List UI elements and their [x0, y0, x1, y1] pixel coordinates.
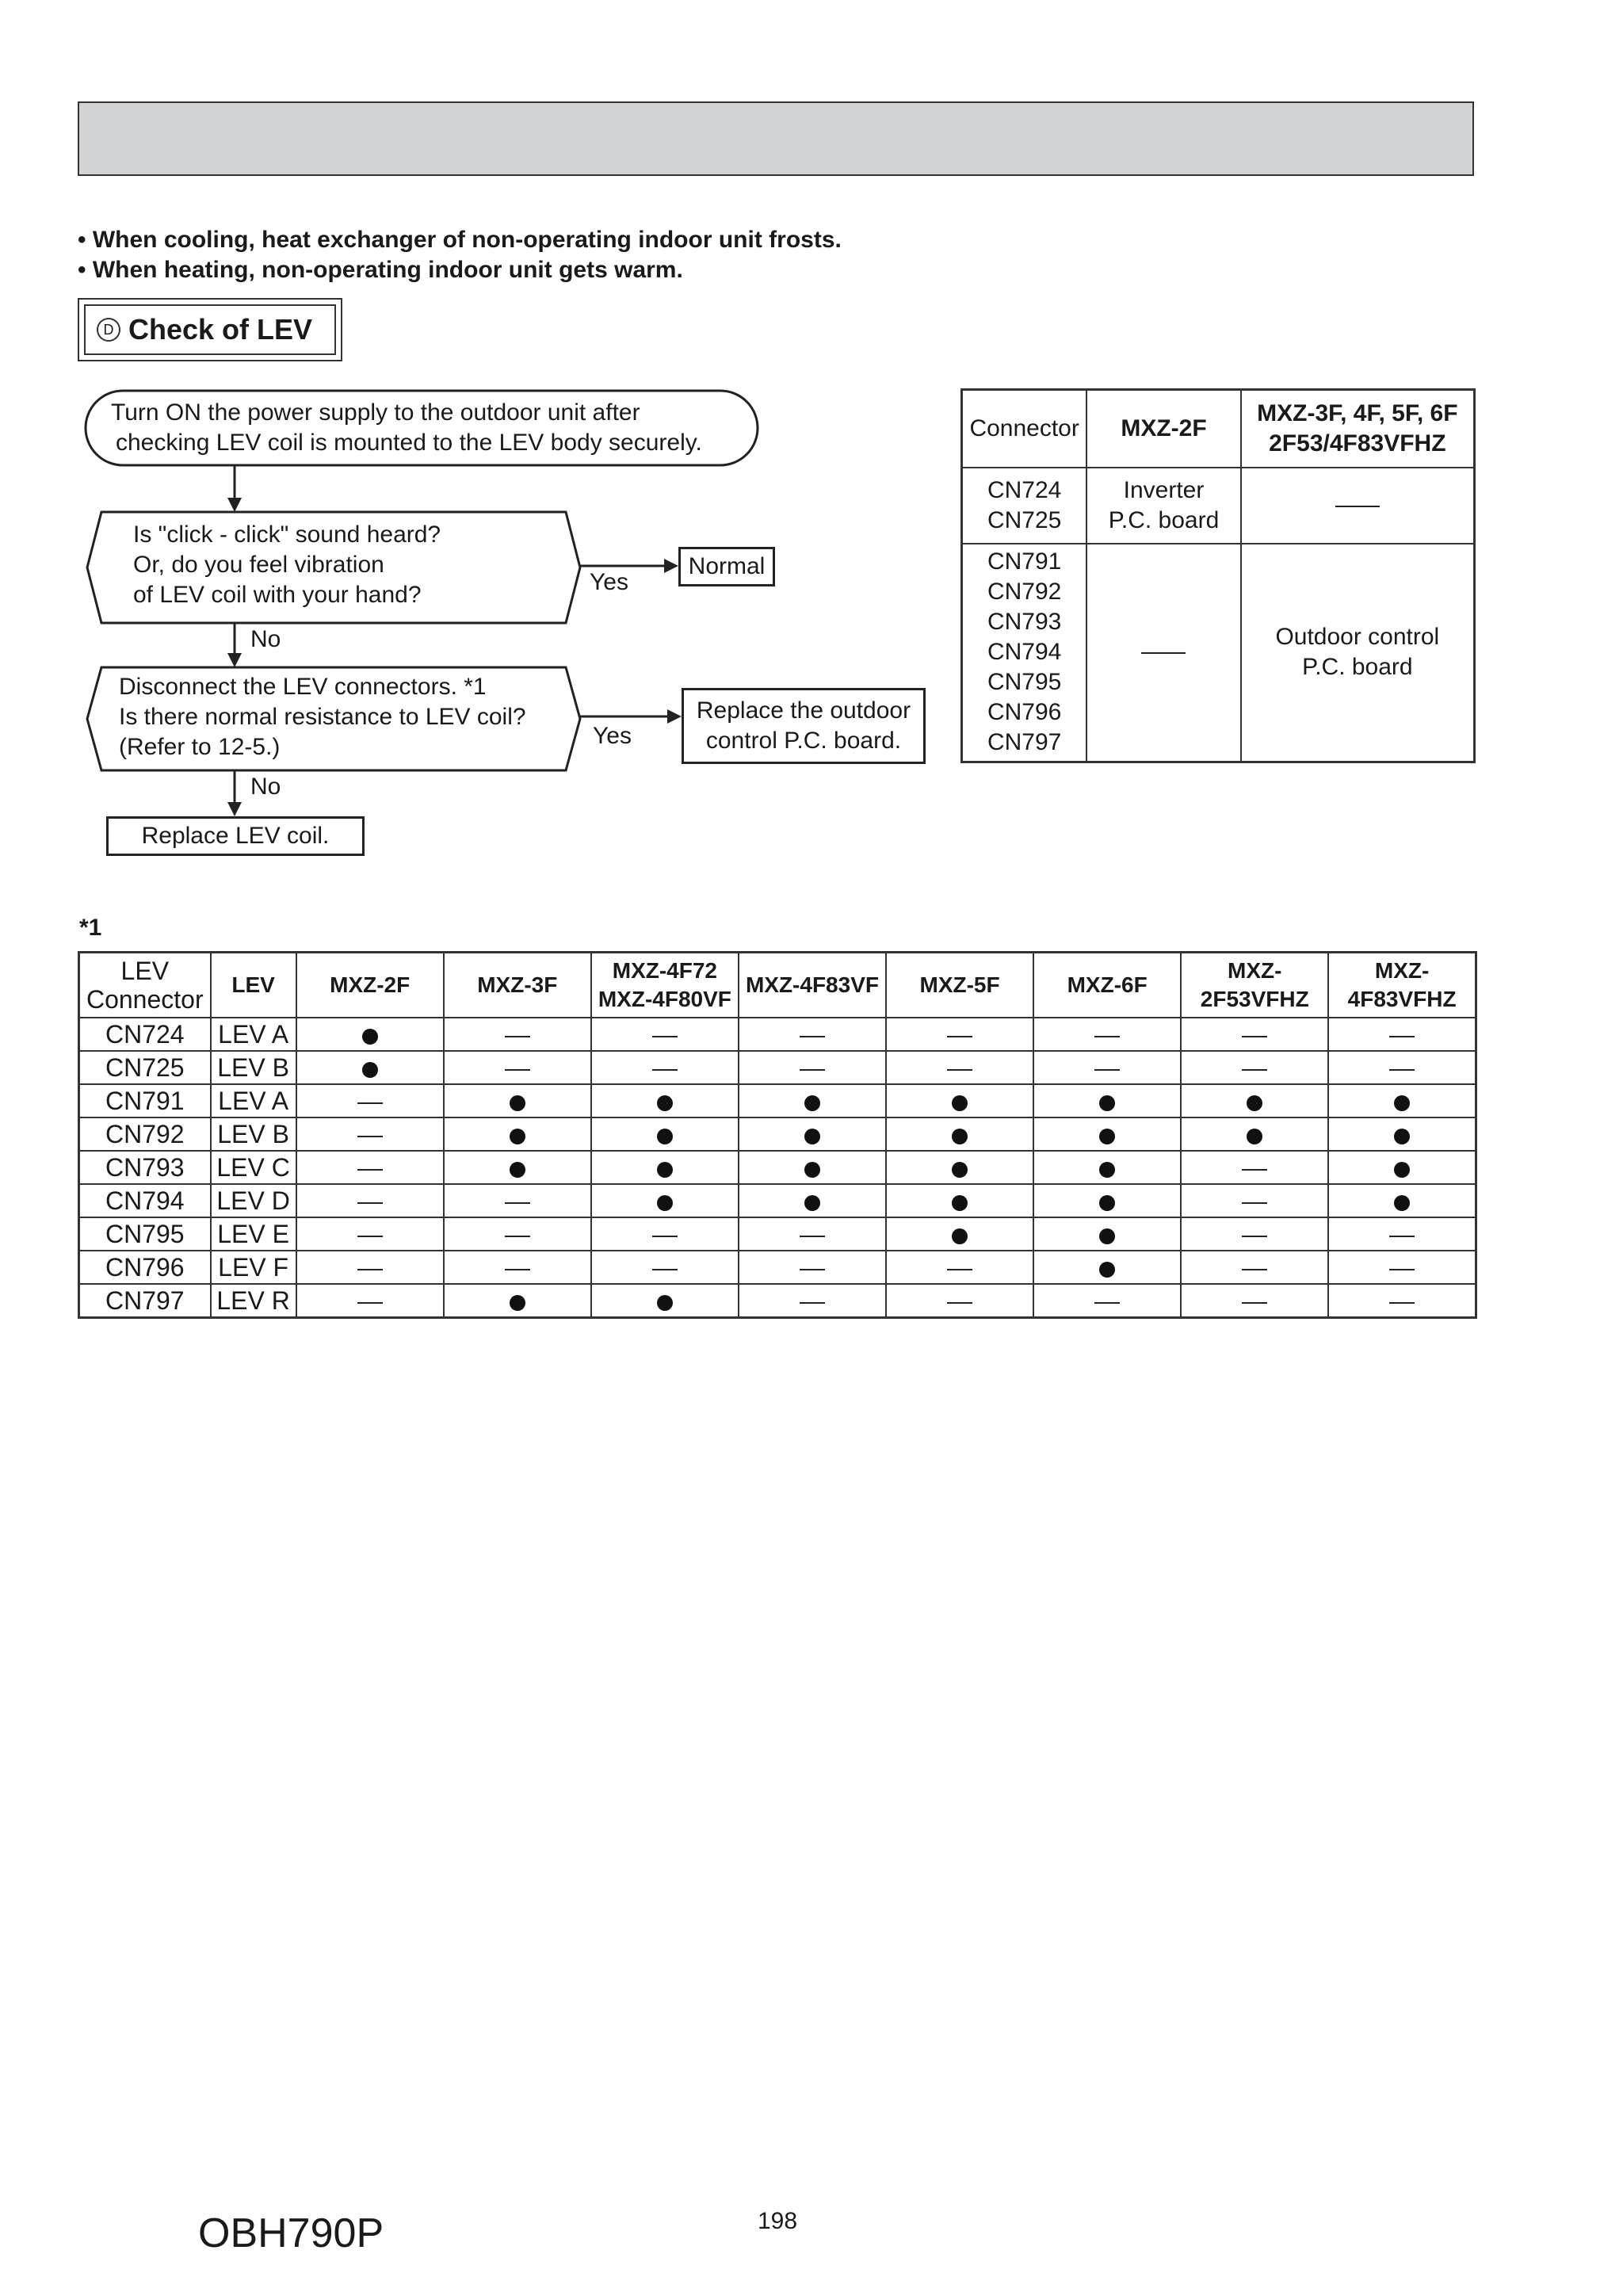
lev-used-cell	[296, 1051, 444, 1084]
lev-connector-cell: CN792	[79, 1117, 211, 1151]
flow-normal-box	[678, 547, 775, 586]
filled-dot-icon	[952, 1095, 968, 1111]
filled-dot-icon	[1247, 1095, 1262, 1111]
connector-header: Connector	[962, 390, 1087, 468]
connector-header-mxz2f: MXZ-2F	[1086, 390, 1240, 468]
lev-unused-cell	[1181, 1018, 1328, 1051]
dash-mark	[505, 1202, 530, 1204]
lev-table	[78, 951, 1477, 1319]
filled-dot-icon	[952, 1162, 968, 1178]
lev-table-row	[79, 1084, 1476, 1117]
flow-q1-text	[133, 520, 441, 610]
filled-dot-icon	[952, 1195, 968, 1211]
lev-used-cell	[444, 1151, 591, 1184]
filled-dot-icon	[510, 1095, 525, 1111]
board-cell-empty	[1241, 468, 1475, 544]
flow-start-line2: checking LEV coil is mounted to the LEV body securely.	[116, 430, 702, 456]
lev-unused-cell	[444, 1251, 591, 1284]
flow-q2-text	[119, 672, 526, 762]
lev-used-cell	[591, 1151, 739, 1184]
lev-connector-cell: CN794	[79, 1184, 211, 1217]
board-inverter-line1: Inverter	[1123, 476, 1205, 503]
connector-cn793: CN793	[987, 609, 1062, 636]
lev-used-cell	[591, 1284, 739, 1318]
lev-name-cell: LEV B	[211, 1051, 296, 1084]
lev-used-cell	[1328, 1184, 1476, 1217]
filled-dot-icon	[1394, 1162, 1410, 1178]
dash-mark	[1389, 1236, 1415, 1237]
lev-header-mxz2f: MXZ-2F	[296, 953, 444, 1018]
flow-arrowhead	[664, 559, 678, 573]
lev-used-cell	[1033, 1184, 1181, 1217]
lev-unused-cell	[444, 1018, 591, 1051]
lev-used-cell	[444, 1117, 591, 1151]
board-cell-empty	[1086, 544, 1240, 762]
lev-table-row	[79, 1284, 1476, 1318]
lev-table-header	[79, 953, 1476, 1018]
board-cell	[1086, 468, 1240, 544]
lev-used-cell	[886, 1184, 1033, 1217]
flow-replace-coil-text: Replace LEV coil.	[141, 823, 330, 849]
lev-unused-cell	[1328, 1018, 1476, 1051]
flow-q2-line3: (Refer to 12-5.)	[119, 734, 281, 760]
section-title: Check of LEV	[128, 313, 313, 346]
lev-header-mxz6f: MXZ-6F	[1033, 953, 1181, 1018]
lev-table-row	[79, 1117, 1476, 1151]
connector-cn724: CN724	[987, 476, 1062, 503]
dash-mark	[1094, 1069, 1120, 1071]
bullet-cooling: • When cooling, heat exchanger of non-operating indoor unit frosts.	[78, 227, 842, 253]
dash-mark	[652, 1236, 678, 1237]
flow-replace-board-line1: Replace the outdoor	[696, 697, 911, 724]
lev-used-cell	[1181, 1117, 1328, 1151]
dash-mark	[1335, 506, 1380, 507]
dash-mark	[1389, 1069, 1415, 1071]
filled-dot-icon	[1394, 1129, 1410, 1144]
lev-table-row	[79, 1251, 1476, 1284]
lev-unused-cell	[1328, 1284, 1476, 1318]
lev-name-cell: LEV R	[211, 1284, 296, 1318]
lev-unused-cell	[886, 1018, 1033, 1051]
lev-used-cell	[1328, 1151, 1476, 1184]
filled-dot-icon	[510, 1295, 525, 1311]
lev-unused-cell	[444, 1184, 591, 1217]
filled-dot-icon	[657, 1129, 673, 1144]
filled-dot-icon	[1394, 1095, 1410, 1111]
flow-q1-line1: Is "click - click" sound heard?	[133, 521, 441, 548]
filled-dot-icon	[952, 1228, 968, 1244]
lev-connector-cell: CN793	[79, 1151, 211, 1184]
lev-unused-cell	[739, 1018, 886, 1051]
connector-cn792: CN792	[987, 579, 1062, 606]
dash-mark	[357, 1236, 383, 1237]
flow-arrowhead	[667, 709, 682, 724]
flow-replace-board-box	[682, 688, 926, 764]
connector-table	[960, 388, 1476, 763]
lev-table-row	[79, 1018, 1476, 1051]
lev-name-cell: LEV E	[211, 1217, 296, 1251]
lev-header-mxz2f53-line1: MXZ-	[1228, 958, 1282, 983]
lev-unused-cell	[591, 1217, 739, 1251]
lev-used-cell	[886, 1217, 1033, 1251]
flow-q1-line2: Or, do you feel vibration	[133, 552, 384, 578]
lev-unused-cell	[591, 1051, 739, 1084]
lev-used-cell	[1033, 1084, 1181, 1117]
filled-dot-icon	[657, 1095, 673, 1111]
lev-used-cell	[444, 1284, 591, 1318]
lev-table-row	[79, 1051, 1476, 1084]
dash-mark	[947, 1036, 972, 1037]
lev-used-cell	[886, 1151, 1033, 1184]
filled-dot-icon	[1099, 1228, 1115, 1244]
filled-dot-icon	[804, 1195, 820, 1211]
lev-used-cell	[739, 1117, 886, 1151]
lev-table-row	[79, 1217, 1476, 1251]
dash-mark	[947, 1302, 972, 1304]
lev-name-cell: LEV A	[211, 1018, 296, 1051]
dash-mark	[1389, 1036, 1415, 1037]
filled-dot-icon	[1099, 1262, 1115, 1278]
lev-unused-cell	[296, 1084, 444, 1117]
lev-used-cell	[886, 1084, 1033, 1117]
lev-unused-cell	[1181, 1151, 1328, 1184]
flow-q1-no-label: No	[250, 626, 281, 652]
filled-dot-icon	[657, 1195, 673, 1211]
connector-cell	[962, 468, 1087, 544]
lev-connector-cell: CN725	[79, 1051, 211, 1084]
connector-cn796: CN796	[987, 699, 1062, 726]
lev-connector-cell: CN724	[79, 1018, 211, 1051]
filled-dot-icon	[1099, 1195, 1115, 1211]
filled-dot-icon	[657, 1295, 673, 1311]
filled-dot-icon	[510, 1162, 525, 1178]
lev-unused-cell	[1181, 1284, 1328, 1318]
dash-mark	[505, 1269, 530, 1270]
filled-dot-icon	[510, 1129, 525, 1144]
dash-mark	[800, 1269, 825, 1270]
dash-mark	[800, 1069, 825, 1071]
lev-header-lev: LEV	[211, 953, 296, 1018]
flow-replace-coil-box	[106, 816, 365, 856]
lev-header-mxz2f53	[1181, 953, 1328, 1018]
lev-header-mxz5f: MXZ-5F	[886, 953, 1033, 1018]
lev-table-row	[79, 1151, 1476, 1184]
lev-name-cell: LEV F	[211, 1251, 296, 1284]
lev-used-cell	[1033, 1151, 1181, 1184]
lev-unused-cell	[739, 1051, 886, 1084]
lev-unused-cell	[886, 1251, 1033, 1284]
lev-used-cell	[444, 1084, 591, 1117]
lev-unused-cell	[886, 1051, 1033, 1084]
lev-unused-cell	[1181, 1217, 1328, 1251]
flow-q2-line2: Is there normal resistance to LEV coil?	[119, 704, 526, 730]
lev-used-cell	[1033, 1251, 1181, 1284]
dash-mark	[505, 1036, 530, 1037]
flow-q1-line3: of LEV coil with your hand?	[133, 582, 422, 608]
lev-name-cell: LEV B	[211, 1117, 296, 1151]
lev-header-mxz4f72	[591, 953, 739, 1018]
lev-unused-cell	[296, 1251, 444, 1284]
filled-dot-icon	[1099, 1129, 1115, 1144]
document-code: OBH790P	[198, 2210, 384, 2256]
lev-unused-cell	[1328, 1251, 1476, 1284]
filled-dot-icon	[804, 1095, 820, 1111]
lev-connector-cell: CN791	[79, 1084, 211, 1117]
dash-mark	[652, 1269, 678, 1270]
lev-used-cell	[591, 1117, 739, 1151]
lev-header-connector-line2: Connector	[86, 985, 204, 1014]
lev-header-mxz4f83vfhz-line2: 4F83VFHZ	[1347, 987, 1457, 1011]
lev-header-mxz4f83vfhz-line1: MXZ-	[1374, 958, 1430, 983]
dash-mark	[1242, 1169, 1267, 1171]
lev-header-connector-line1: LEV	[120, 957, 170, 985]
dash-mark	[947, 1069, 972, 1071]
lev-unused-cell	[296, 1151, 444, 1184]
board-outdoor-line1: Outdoor control	[1275, 624, 1440, 651]
lev-used-cell	[591, 1084, 739, 1117]
board-inverter-line2: P.C. board	[1108, 506, 1220, 533]
dash-mark	[1242, 1069, 1267, 1071]
dash-mark	[505, 1236, 530, 1237]
filled-dot-icon	[362, 1029, 378, 1045]
dash-mark	[357, 1202, 383, 1204]
lev-unused-cell	[296, 1284, 444, 1318]
connector-cn797: CN797	[987, 729, 1062, 756]
lev-unused-cell	[296, 1117, 444, 1151]
dash-mark	[357, 1302, 383, 1304]
dash-mark	[357, 1102, 383, 1104]
lev-unused-cell	[296, 1217, 444, 1251]
connector-header-mxz-multi	[1241, 390, 1475, 468]
lev-unused-cell	[739, 1217, 886, 1251]
flow-q2-yes-label: Yes	[593, 723, 632, 749]
filled-dot-icon	[657, 1162, 673, 1178]
lev-unused-cell	[444, 1217, 591, 1251]
lev-unused-cell	[1328, 1217, 1476, 1251]
lev-unused-cell	[591, 1251, 739, 1284]
section-marker: D	[97, 318, 120, 342]
filled-dot-icon	[804, 1162, 820, 1178]
lev-header-mxz3f: MXZ-3F	[444, 953, 591, 1018]
dash-mark	[652, 1036, 678, 1037]
bullet-heating: • When heating, non-operating indoor unit gets warm.	[78, 257, 683, 283]
filled-dot-icon	[362, 1062, 378, 1078]
lev-used-cell	[1328, 1084, 1476, 1117]
lev-used-cell	[1033, 1217, 1181, 1251]
lev-unused-cell	[296, 1184, 444, 1217]
lev-unused-cell	[1033, 1051, 1181, 1084]
lev-header-connector	[79, 953, 211, 1018]
lev-name-cell: LEV C	[211, 1151, 296, 1184]
lev-table-row	[79, 1184, 1476, 1217]
lev-used-cell	[886, 1117, 1033, 1151]
flow-arrowhead	[227, 498, 242, 512]
flow-q2-no-label: No	[250, 774, 281, 800]
flow-start-line1: Turn ON the power supply to the outdoor unit after	[111, 399, 640, 426]
lev-used-cell	[1181, 1084, 1328, 1117]
lev-table-body	[79, 1018, 1476, 1318]
flow-q1-yes-label: Yes	[590, 569, 628, 595]
filled-dot-icon	[1247, 1129, 1262, 1144]
lev-unused-cell	[1033, 1018, 1181, 1051]
lev-used-cell	[739, 1184, 886, 1217]
lev-used-cell	[1328, 1117, 1476, 1151]
lev-connector-cell: CN795	[79, 1217, 211, 1251]
note-marker: *1	[79, 915, 102, 941]
dash-mark	[947, 1269, 972, 1270]
dash-mark	[1242, 1202, 1267, 1204]
connector-cn795: CN795	[987, 669, 1062, 696]
lev-name-cell: LEV A	[211, 1084, 296, 1117]
dash-mark	[1242, 1269, 1267, 1270]
lev-header-mxz4f83vfhz	[1328, 953, 1476, 1018]
lev-unused-cell	[739, 1284, 886, 1318]
page-number: 198	[758, 2208, 798, 2234]
lev-unused-cell	[1181, 1184, 1328, 1217]
lev-connector-cell: CN797	[79, 1284, 211, 1318]
dash-mark	[1389, 1302, 1415, 1304]
connector-header-mxz-multi-line1: MXZ-3F, 4F, 5F, 6F	[1257, 399, 1458, 426]
lev-name-cell: LEV D	[211, 1184, 296, 1217]
lev-header-mxz4f72-line2: MXZ-4F80VF	[598, 987, 731, 1011]
flow-replace-board-line2: control P.C. board.	[705, 728, 902, 754]
flow-q2-line1: Disconnect the LEV connectors. *1	[119, 674, 487, 700]
lev-unused-cell	[1181, 1251, 1328, 1284]
lev-header-mxz2f53-line2: 2F53VFHZ	[1200, 987, 1309, 1011]
dash-mark	[357, 1269, 383, 1270]
dash-mark	[800, 1036, 825, 1037]
dash-mark	[357, 1136, 383, 1137]
lev-used-cell	[296, 1018, 444, 1051]
connector-cn791: CN791	[987, 548, 1062, 575]
flow-arrowhead	[227, 802, 242, 816]
lev-header-mxz4f83vf: MXZ-4F83VF	[739, 953, 886, 1018]
dash-mark	[1389, 1269, 1415, 1270]
connector-cell	[962, 544, 1087, 762]
flow-normal-text: Normal	[688, 553, 766, 579]
dash-mark	[1242, 1036, 1267, 1037]
filled-dot-icon	[1099, 1095, 1115, 1111]
lev-connector-cell: CN796	[79, 1251, 211, 1284]
filled-dot-icon	[804, 1129, 820, 1144]
connector-table-row	[962, 544, 1475, 762]
connector-table-row	[962, 468, 1475, 544]
lev-used-cell	[739, 1151, 886, 1184]
flow-start-text	[111, 398, 702, 458]
connector-header-mxz-multi-line2: 2F53/4F83VFHZ	[1269, 430, 1446, 457]
dash-mark	[800, 1236, 825, 1237]
lev-unused-cell	[1328, 1051, 1476, 1084]
filled-dot-icon	[1099, 1162, 1115, 1178]
dash-mark	[505, 1069, 530, 1071]
dash-mark	[800, 1302, 825, 1304]
filled-dot-icon	[1394, 1195, 1410, 1211]
dash-mark	[1141, 652, 1186, 654]
lev-unused-cell	[739, 1251, 886, 1284]
lev-unused-cell	[1181, 1051, 1328, 1084]
lev-header-mxz4f72-line1: MXZ-4F72	[612, 958, 717, 983]
lev-unused-cell	[444, 1051, 591, 1084]
dash-mark	[1094, 1302, 1120, 1304]
dash-mark	[652, 1069, 678, 1071]
board-cell	[1241, 544, 1475, 762]
lev-unused-cell	[886, 1284, 1033, 1318]
board-outdoor-line2: P.C. board	[1302, 654, 1413, 681]
connector-cn794: CN794	[987, 639, 1062, 666]
lev-used-cell	[591, 1184, 739, 1217]
connector-cn725: CN725	[987, 506, 1062, 533]
connector-table-header	[962, 390, 1475, 468]
lev-used-cell	[739, 1084, 886, 1117]
dash-mark	[1242, 1302, 1267, 1304]
flow-arrowhead	[227, 653, 242, 667]
lev-unused-cell	[591, 1018, 739, 1051]
filled-dot-icon	[952, 1129, 968, 1144]
lev-unused-cell	[1033, 1284, 1181, 1318]
dash-mark	[357, 1169, 383, 1171]
lev-used-cell	[1033, 1117, 1181, 1151]
dash-mark	[1242, 1236, 1267, 1237]
dash-mark	[1094, 1036, 1120, 1037]
